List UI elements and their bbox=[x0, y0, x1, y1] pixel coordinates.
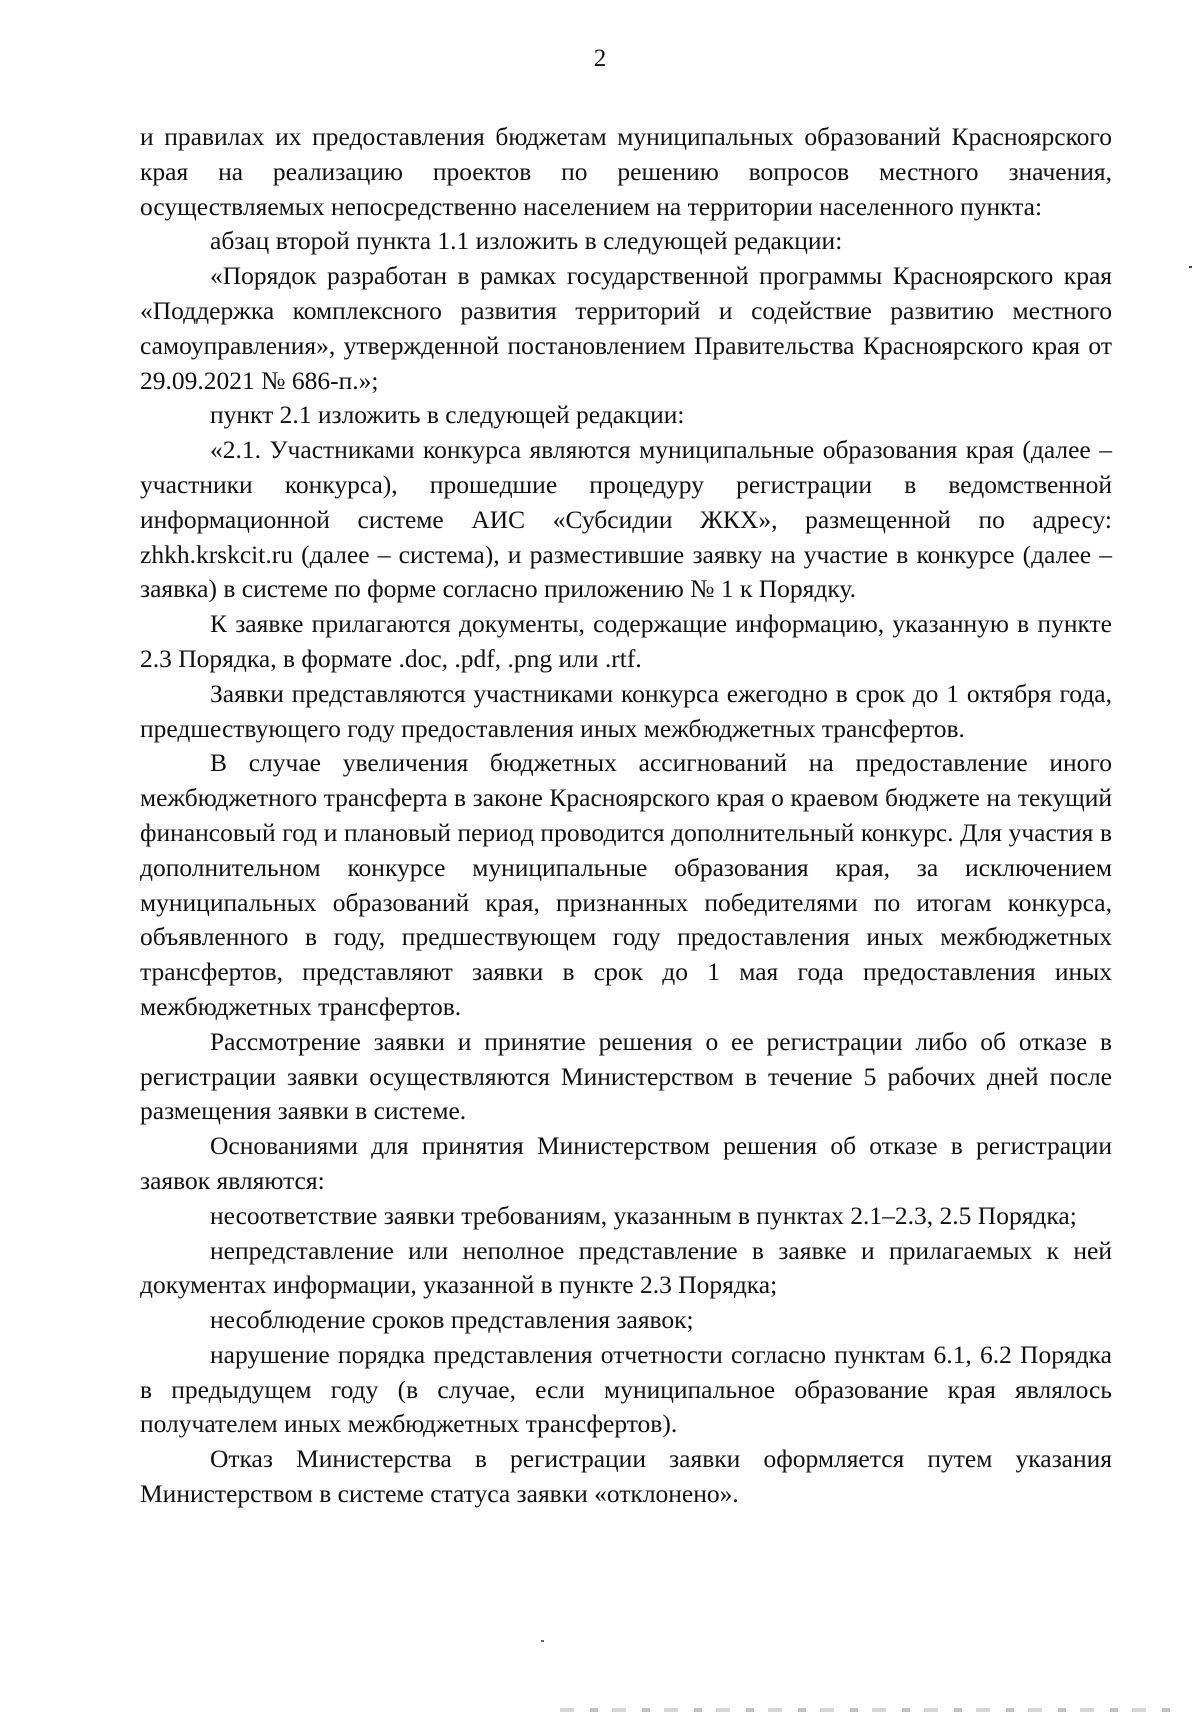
paragraph-refusal-status: Отказ Министерства в регистрации заявки оформляется путем указания Министерством в системе статуса заявки «отклонено». bbox=[140, 1444, 1112, 1509]
paragraph-amendment-2-1: пункт 2.1 изложить в следующей редакции: bbox=[210, 400, 685, 430]
paragraph-refusal-grounds: Основаниями для принятия Министерством решения об отказе в регистрации заявок являются: bbox=[140, 1131, 1112, 1195]
paragraph-review: Рассмотрение заявки и принятие решения о ее регистрации либо об отказе в регистрации заявки осуществляются Министерством в течение 5 рабочих дней после размещения заявки в системе. bbox=[140, 1026, 1112, 1126]
scan-speck bbox=[1189, 266, 1192, 268]
list-item-missed-deadline: несоблюдение сроков представления заявок; bbox=[210, 1305, 694, 1335]
list-item-nonconformity: несоответствие заявки требованиям, указанным в пунктах 2.1–2.3, 2.5 Порядка; bbox=[210, 1200, 1077, 1230]
paragraph-program-reference: «Порядок разработан в рамках государственной программы Красноярского края «Поддержка комплексного развития территорий и содействие развитию местного самоуправления», утвержденной постановлением Правительства Красноярского края от 29.09.2021 № 686-п.»; bbox=[140, 261, 1112, 395]
paragraph-participants: «2.1. Участниками конкурса являются муниципальные образования края (далее – участники конкурса), прошедшие процедуру регистрации в ведомственной информационной системе АИС «Субсидии ЖКХ», размещенной по адресу: zhkh.krskcit.ru (далее – система), и разместившие заявку на участие в конкурсе (далее – заявка) в системе по форме согласно приложению № 1 к Порядку. bbox=[140, 435, 1112, 604]
scan-edge-artifact bbox=[560, 1708, 1180, 1712]
paragraph-attachments: К заявке прилагаются документы, содержащие информацию, указанную в пункте 2.3 Порядка, в формате .doc, .pdf, .png или .rtf. bbox=[140, 609, 1112, 673]
document-body bbox=[140, 120, 1112, 1512]
paragraph-additional-contest: В случае увеличения бюджетных ассигнований на предоставление иного межбюджетного трансферта в законе Красноярского края о краевом бюджете на текущий финансовый год и плановый период проводится дополнительный конкурс. Для участия в дополнительном конкурсе муниципальные образования края, за исключением муниципальных образований края, признанных победителями по итогам конкурса, объявленного в году, предшествующем году предоставления иных межбюджетных трансфертов, представляют заявки в срок до 1 мая года предоставления иных межбюджетных трансфертов. bbox=[140, 748, 1112, 1021]
paragraph-continuation: и правилах их предоставления бюджетам муниципальных образований Красноярского края на реализацию проектов по решению вопросов местного значения, осуществляемых непосредственно населением на территории населенного пункта: bbox=[140, 122, 1112, 221]
paragraph-amendment-1-1: абзац второй пункта 1.1 изложить в следующей редакции: bbox=[210, 226, 843, 256]
list-item-incomplete-info: непредставление или неполное представление в заявке и прилагаемых к ней документах информации, указанной в пункте 2.3 Порядка; bbox=[140, 1235, 1112, 1300]
page-number: 2 bbox=[593, 45, 607, 72]
scan-speck bbox=[541, 1640, 544, 1642]
list-item-reporting-violation: нарушение порядка представления отчетности согласно пунктам 6.1, 6.2 Порядка в предыдущем году (в случае, если муниципальное образование края являлось получателем иных межбюджетных трансфертов). bbox=[140, 1339, 1112, 1439]
paragraph-deadline: Заявки представляются участниками конкурса ежегодно в срок до 1 октября года, предшествующего году предоставления иных межбюджетных трансфертов. bbox=[140, 678, 1112, 743]
